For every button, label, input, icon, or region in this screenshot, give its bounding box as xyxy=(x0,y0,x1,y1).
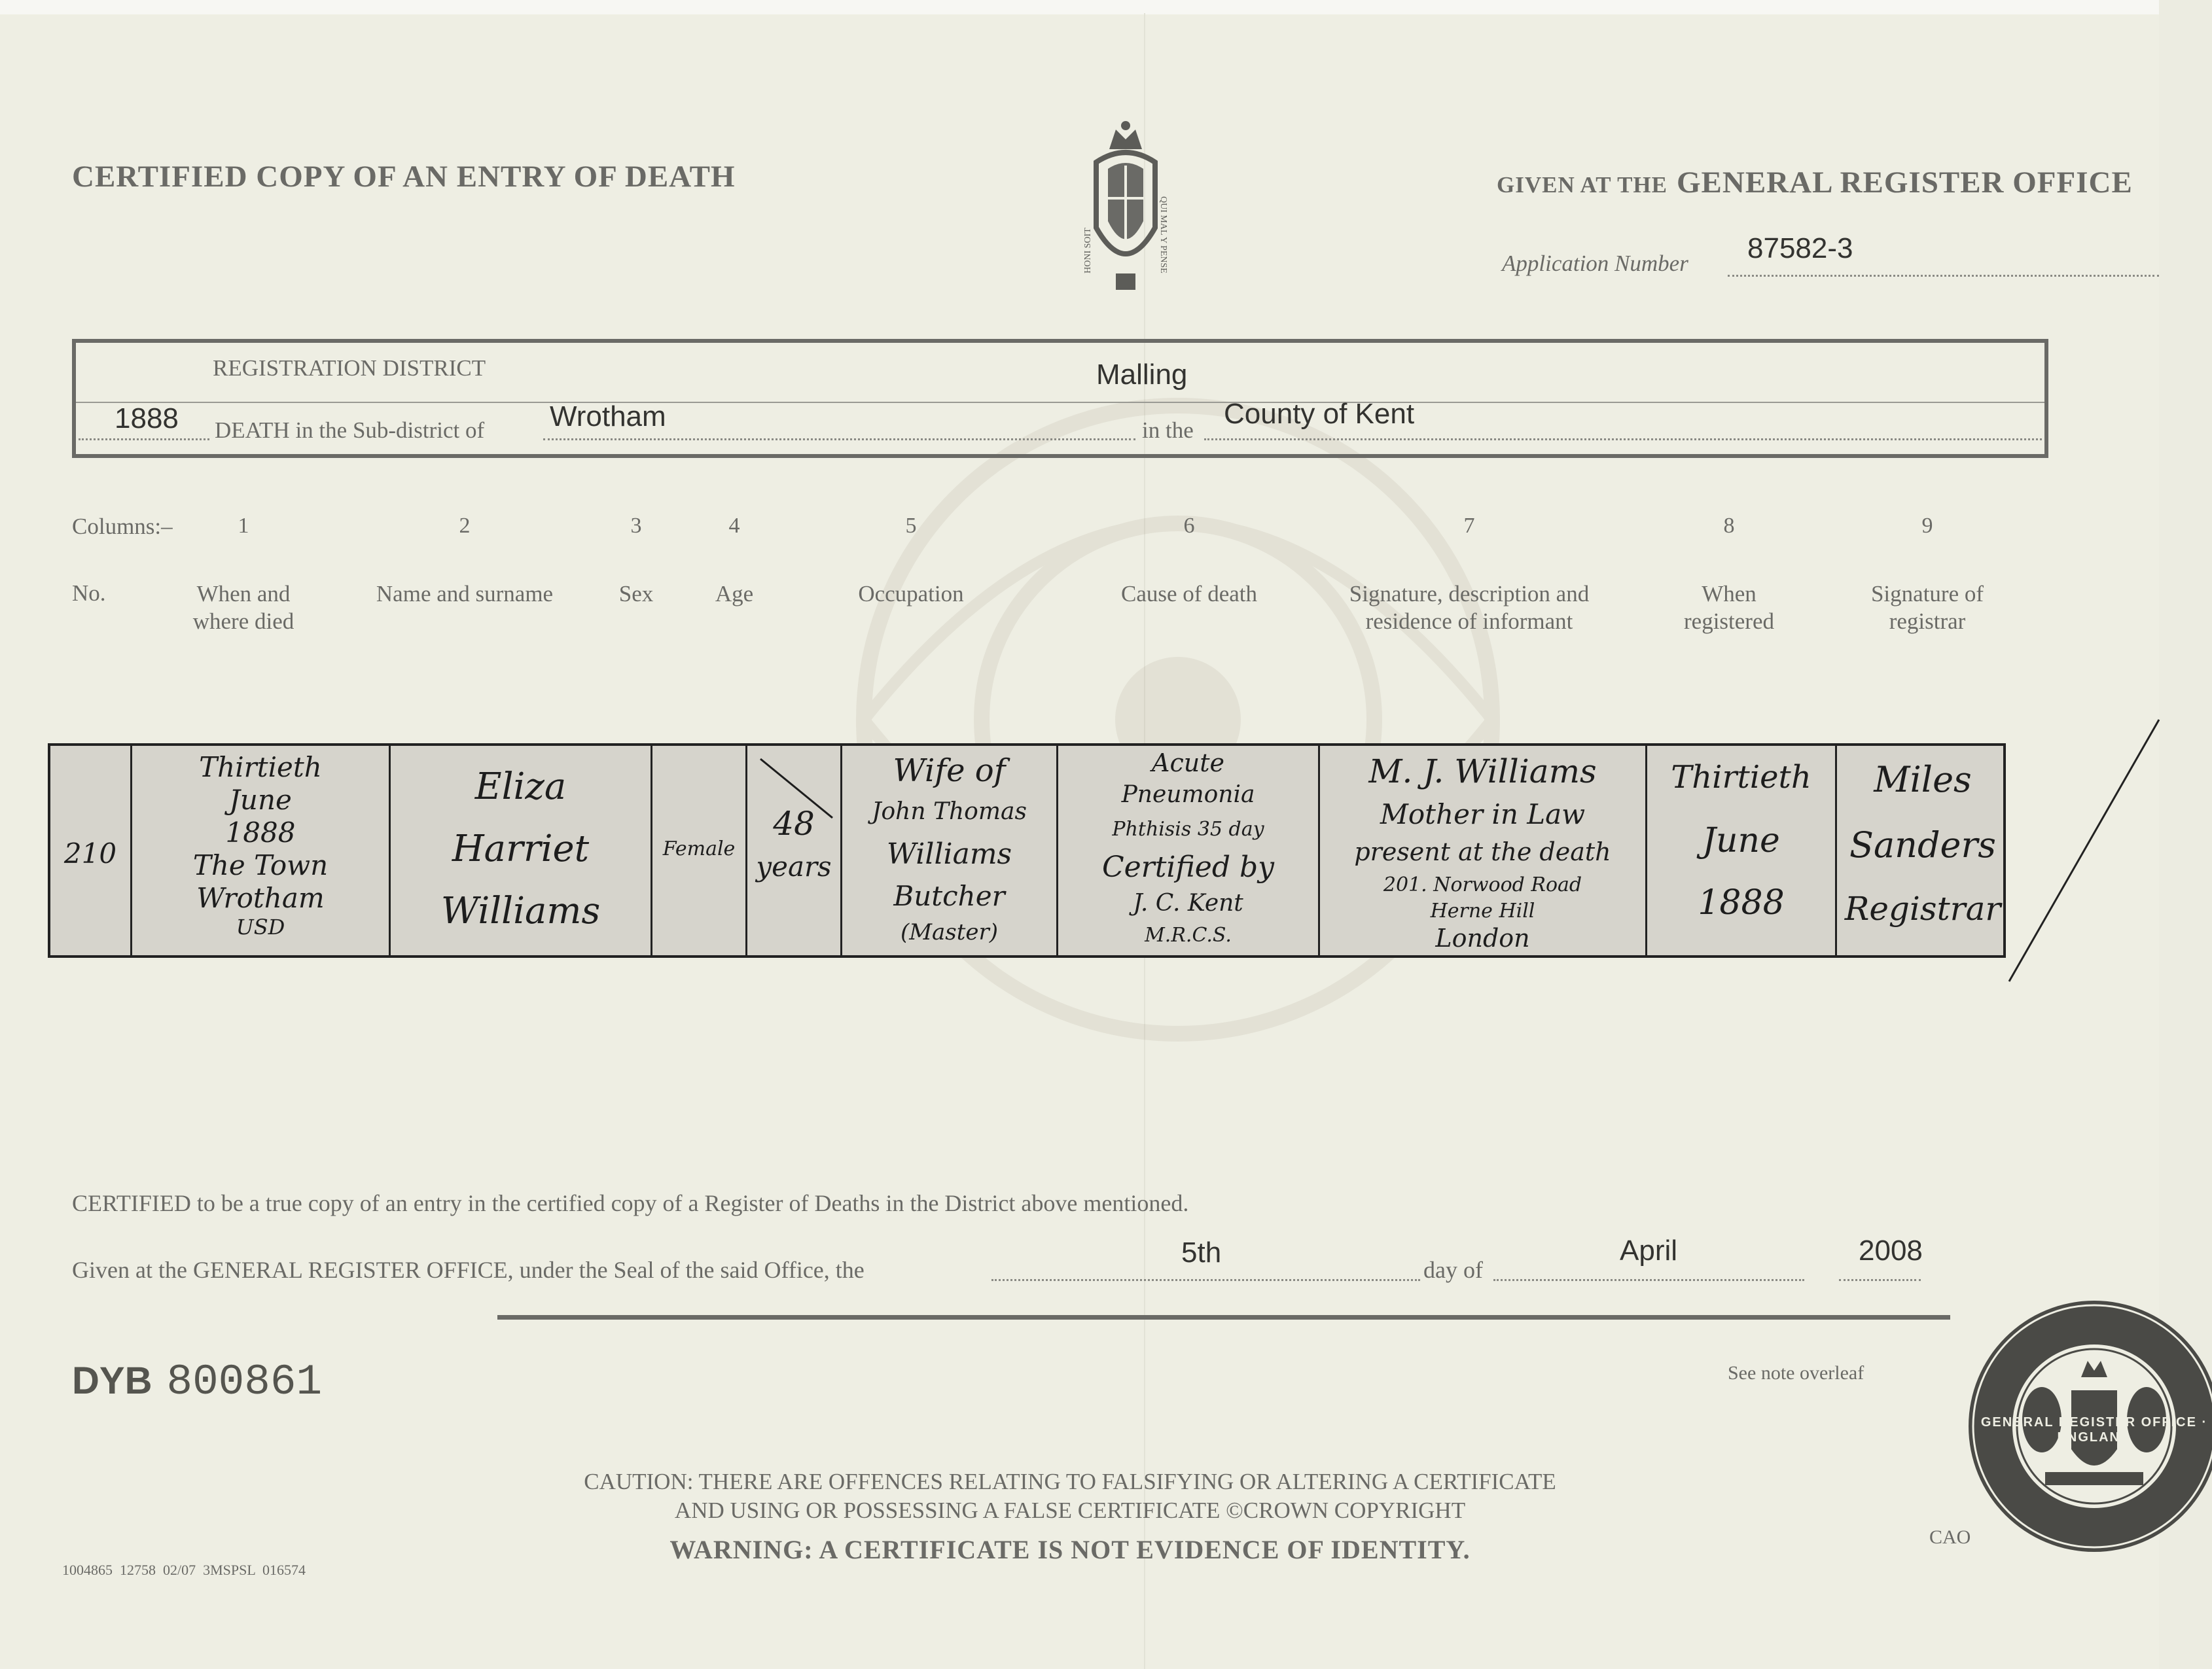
registration-district-label: REGISTRATION DISTRICT xyxy=(213,355,486,381)
name-cell: Eliza Harriet Williams xyxy=(391,746,652,955)
given-at-line xyxy=(1497,165,2133,200)
when-where-cell: Thirtieth June 1888 The Town Wrotham USD xyxy=(132,746,391,955)
registration-year: 1888 xyxy=(115,402,179,434)
column-number-1: 1 xyxy=(238,514,249,538)
entry-no: 210 xyxy=(63,837,117,870)
column-header-no: No. xyxy=(72,580,106,606)
registration-district-value: Malling xyxy=(1096,359,1188,391)
seal-text: GENERAL REGISTER OFFICE · ENGLAND xyxy=(1980,1415,2208,1445)
register-entry-row xyxy=(48,743,2006,958)
certification-day: 5th xyxy=(1181,1237,1222,1269)
seal-clip xyxy=(1963,1299,2208,1560)
certification-year: 2008 xyxy=(1859,1235,1923,1267)
sex-cell xyxy=(652,746,747,955)
crest-motto-left: HONI SOIT xyxy=(1083,228,1093,273)
application-label: Application Number xyxy=(1502,251,1688,276)
subdistrict-value: Wrotham xyxy=(550,400,666,432)
serial-letters: DYB xyxy=(72,1360,152,1402)
column-number-7: 7 xyxy=(1463,514,1475,538)
certificate-serial xyxy=(72,1358,322,1407)
column-number-4: 4 xyxy=(728,514,740,538)
column-number-8: 8 xyxy=(1723,514,1735,538)
column-number-2: 2 xyxy=(459,514,471,538)
death-subdistrict-label: DEATH in the Sub-district of xyxy=(215,417,485,443)
application-number: 87582-3 xyxy=(1747,232,1853,264)
scan-top-edge xyxy=(0,0,2159,14)
columns-label: Columns:– xyxy=(72,514,173,539)
column-number-6: 6 xyxy=(1183,514,1195,538)
cancellation-line xyxy=(2009,720,2159,981)
column-header-when-where: When and where died xyxy=(192,581,294,634)
in-the-label: in the xyxy=(1142,417,1194,443)
column-header-informant: Signature, description and residence of informant xyxy=(1349,581,1590,634)
column-header-occupation: Occupation xyxy=(858,581,964,606)
identity-warning: WARNING: A CERTIFICATE IS NOT EVIDENCE OF IDENTITY. xyxy=(669,1535,1471,1564)
divider-rule xyxy=(497,1315,1950,1320)
county-value: County of Kent xyxy=(1224,398,1415,430)
age-cell: 48 years xyxy=(747,746,842,955)
day-of-label: day of xyxy=(1423,1257,1483,1283)
caution-line-1: CAUTION: THERE ARE OFFENCES RELATING TO FALSIFYING OR ALTERING A CERTIFICATE xyxy=(584,1469,1556,1494)
sex-value: Female xyxy=(662,837,736,860)
given-office: GENERAL REGISTER OFFICE xyxy=(1676,166,2133,200)
given-at-statement: Given at the GENERAL REGISTER OFFICE, under the Seal of the said Office, the xyxy=(72,1257,865,1283)
column-number-3: 3 xyxy=(630,514,642,538)
certification-statement: CERTIFIED to be a true copy of an entry in the certified copy of a Register of Deaths in the District above mentioned. xyxy=(72,1190,1189,1216)
column-number-5: 5 xyxy=(905,514,917,538)
certificate-title: CERTIFIED COPY OF AN ENTRY OF DEATH xyxy=(72,160,736,194)
serial-number: 800861 xyxy=(166,1358,323,1407)
cao-label: CAO xyxy=(1929,1526,1971,1548)
caution-block xyxy=(0,1467,1976,1525)
column-header-name: Name and surname xyxy=(376,581,554,606)
given-prefix: GIVEN AT THE xyxy=(1497,172,1668,198)
column-header-registrar: Signature of registrar xyxy=(1870,581,1984,634)
caution-line-2: AND USING OR POSSESSING A FALSE CERTIFICATE ©CROWN COPYRIGHT xyxy=(674,1498,1466,1523)
informant-cell: M. J. Williams Mother in Law present at the death 201. Norwood Road Herne Hill London xyxy=(1320,746,1647,955)
column-header-when-registered: When registered xyxy=(1684,581,1774,634)
column-header-cause: Cause of death xyxy=(1121,581,1257,606)
column-header-sex: Sex xyxy=(618,581,654,606)
registrar-cell: Miles Sanders Registrar xyxy=(1844,759,2001,928)
cause-cell: Acute Pneumonia Phthisis 35 day Certified by J. C. Kent M.R.C.S. xyxy=(1058,746,1320,955)
crest-motto-right: QUI MAL Y PENSE xyxy=(1158,196,1168,273)
when-registered-cell: Thirtieth June 1888 xyxy=(1647,746,1837,955)
certification-month: April xyxy=(1620,1235,1678,1267)
print-code: 1004865 12758 02/07 3MSPSL 016574 xyxy=(62,1562,306,1578)
occupation-cell: Wife of John Thomas Williams Butcher (Master) xyxy=(842,746,1058,955)
column-number-9: 9 xyxy=(1921,514,1933,538)
column-header-age: Age xyxy=(715,581,754,606)
entry-no-cell xyxy=(50,746,132,955)
see-note-overleaf: See note overleaf xyxy=(1728,1362,1864,1384)
